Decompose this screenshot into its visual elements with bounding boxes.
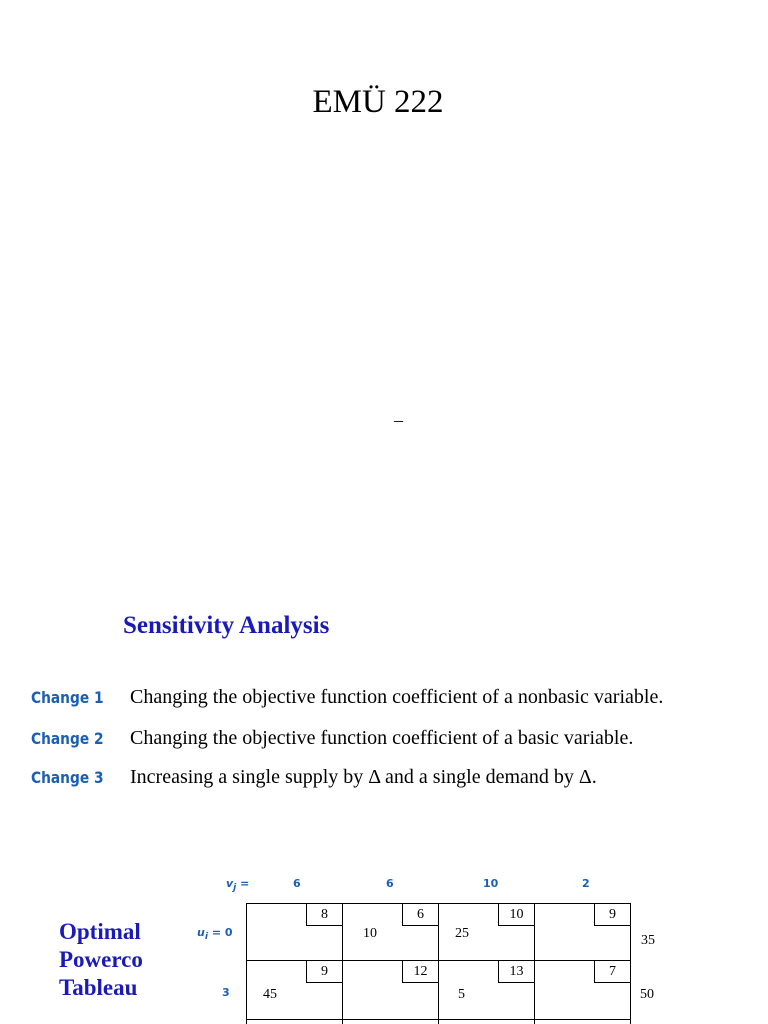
cost-box: 10 [498,904,534,926]
allocation: 25 [455,926,469,941]
document-title: EMÜ 222 [312,84,444,120]
cost-box: 9 [594,904,630,926]
tableau-cell [247,1020,343,1024]
v-value: 10 [483,877,499,890]
change-label: Change 3 [31,768,104,787]
supply-value: 50 [640,987,654,1002]
section-heading: Sensitivity Analysis [123,612,330,639]
v-value: 6 [386,877,394,890]
change-item-2 [31,727,633,755]
cost-box: 12 [402,961,438,983]
tableau-cell [247,904,343,961]
cost-box: 13 [498,961,534,983]
v-value: 2 [582,877,590,890]
change-item-3 [31,766,597,794]
tableau-cell [343,904,439,961]
change-item-1 [31,686,663,714]
tableau-cell [439,1020,535,1024]
change-text: Changing the objective function coefficient of a nonbasic variable. [130,686,664,708]
allocation: 45 [263,987,277,1002]
change-text: Changing the objective function coefficient of a basic variable. [130,727,634,749]
caption-line: Powerco [59,947,143,972]
tableau-cell [439,904,535,961]
v-value: 6 [293,877,301,890]
cost-box: 9 [306,961,342,983]
u-label: $u_i = 0$ [197,926,233,943]
caption-line: Tableau [59,975,138,1000]
transportation-tableau [246,903,631,1024]
tableau-cell [247,961,343,1020]
figure-caption [59,918,143,1002]
change-label: Change 2 [31,729,104,748]
allocation: 5 [458,987,465,1002]
tableau-cell [535,961,631,1020]
tableau-cell [535,904,631,961]
cost-box: 6 [402,904,438,926]
supply-value: 35 [641,933,655,948]
allocation: 10 [363,926,377,941]
tableau-cell [343,961,439,1020]
caption-line: Optimal [59,919,141,944]
tableau-cell [343,1020,439,1024]
tableau-cell [439,961,535,1020]
cost-box: 8 [306,904,342,926]
cost-box: 7 [594,961,630,983]
subtitle-dash: – [394,410,403,430]
change-label: Change 1 [31,688,104,707]
change-text: Increasing a single supply by Δ and a single demand by Δ. [130,766,597,788]
v-label: $v_j$ = [226,877,250,894]
u-value: 3 [222,986,230,999]
tableau-cell [535,1020,631,1024]
